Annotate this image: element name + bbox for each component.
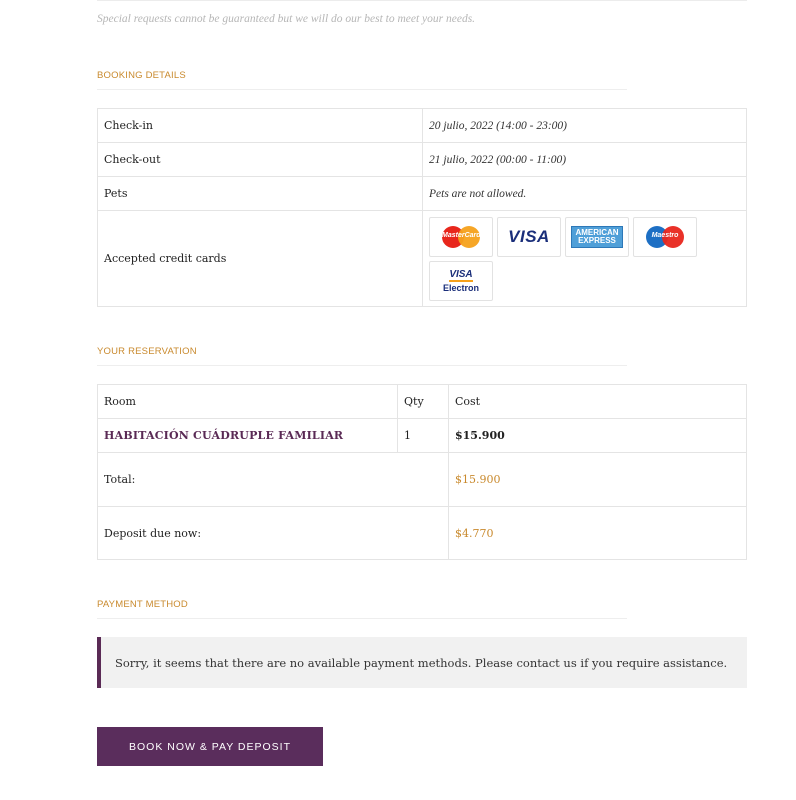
mastercard-icon — [442, 226, 480, 248]
reservation-title: YOUR RESERVATION — [97, 346, 197, 357]
cards-cell — [423, 211, 747, 307]
special-requests-note: Special requests cannot be guaranteed but we will do our best to meet your needs. — [97, 13, 476, 25]
visa-logo — [497, 217, 561, 257]
payment-method-divider — [97, 618, 627, 619]
total-label: Total: — [98, 453, 449, 507]
pets-label: Pets — [98, 177, 423, 211]
reservation-header-row — [98, 385, 747, 419]
checkout-value: 21 julio, 2022 (00:00 - 11:00) — [423, 143, 747, 177]
checkin-value: 20 julio, 2022 (14:00 - 23:00) — [423, 109, 747, 143]
room-name: HABITACIÓN CUÁDRUPLE FAMILIAR — [98, 419, 398, 453]
payment-notice — [97, 637, 747, 688]
mastercard-text: MasterCard — [442, 231, 481, 239]
pets-value: Pets are not allowed. — [423, 177, 747, 211]
visa-electron-logo — [429, 261, 493, 301]
room-qty: 1 — [398, 419, 449, 453]
booking-details-divider — [97, 89, 627, 90]
deposit-value: $4.770 — [449, 507, 747, 560]
book-now-button[interactable]: BOOK NOW & PAY DEPOSIT — [97, 727, 323, 766]
visa-electron-bottom: Electron — [442, 282, 479, 293]
visa-electron-top: VISA — [449, 268, 473, 280]
reservation-item-row — [98, 419, 747, 453]
maestro-logo — [633, 217, 697, 257]
maestro-text: Maestro — [651, 231, 679, 239]
payment-notice-text: Sorry, it seems that there are no available payment methods. Please contact us if you require assistance. — [115, 655, 728, 670]
checkout-label: Check-out — [98, 143, 423, 177]
pets-row — [98, 177, 747, 211]
amex-logo — [565, 217, 629, 257]
card-logos — [429, 213, 709, 305]
reservation-table — [97, 384, 747, 560]
reservation-divider — [97, 365, 627, 366]
cards-label: Accepted credit cards — [98, 211, 423, 307]
booking-details-title: BOOKING DETAILS — [97, 70, 186, 81]
deposit-row — [98, 507, 747, 560]
visa-electron-icon — [443, 269, 479, 293]
booking-details-table — [97, 108, 747, 307]
checkin-label: Check-in — [98, 109, 423, 143]
total-row — [98, 453, 747, 507]
top-divider — [97, 0, 747, 1]
checkout-row — [98, 143, 747, 177]
cost-header: Cost — [449, 385, 747, 419]
payment-method-title: PAYMENT METHOD — [97, 599, 188, 610]
mastercard-logo — [429, 217, 493, 257]
amex-line1: AMERICAN — [575, 227, 619, 237]
total-value: $15.900 — [449, 453, 747, 507]
amex-line2: EXPRESS — [578, 235, 616, 245]
checkin-row — [98, 109, 747, 143]
room-cost: $15.900 — [449, 419, 747, 453]
deposit-label: Deposit due now: — [98, 507, 449, 560]
visa-icon: VISA — [508, 226, 550, 246]
maestro-icon — [646, 226, 684, 248]
qty-header: Qty — [398, 385, 449, 419]
room-header: Room — [98, 385, 398, 419]
amex-icon — [571, 226, 622, 248]
cards-row — [98, 211, 747, 307]
